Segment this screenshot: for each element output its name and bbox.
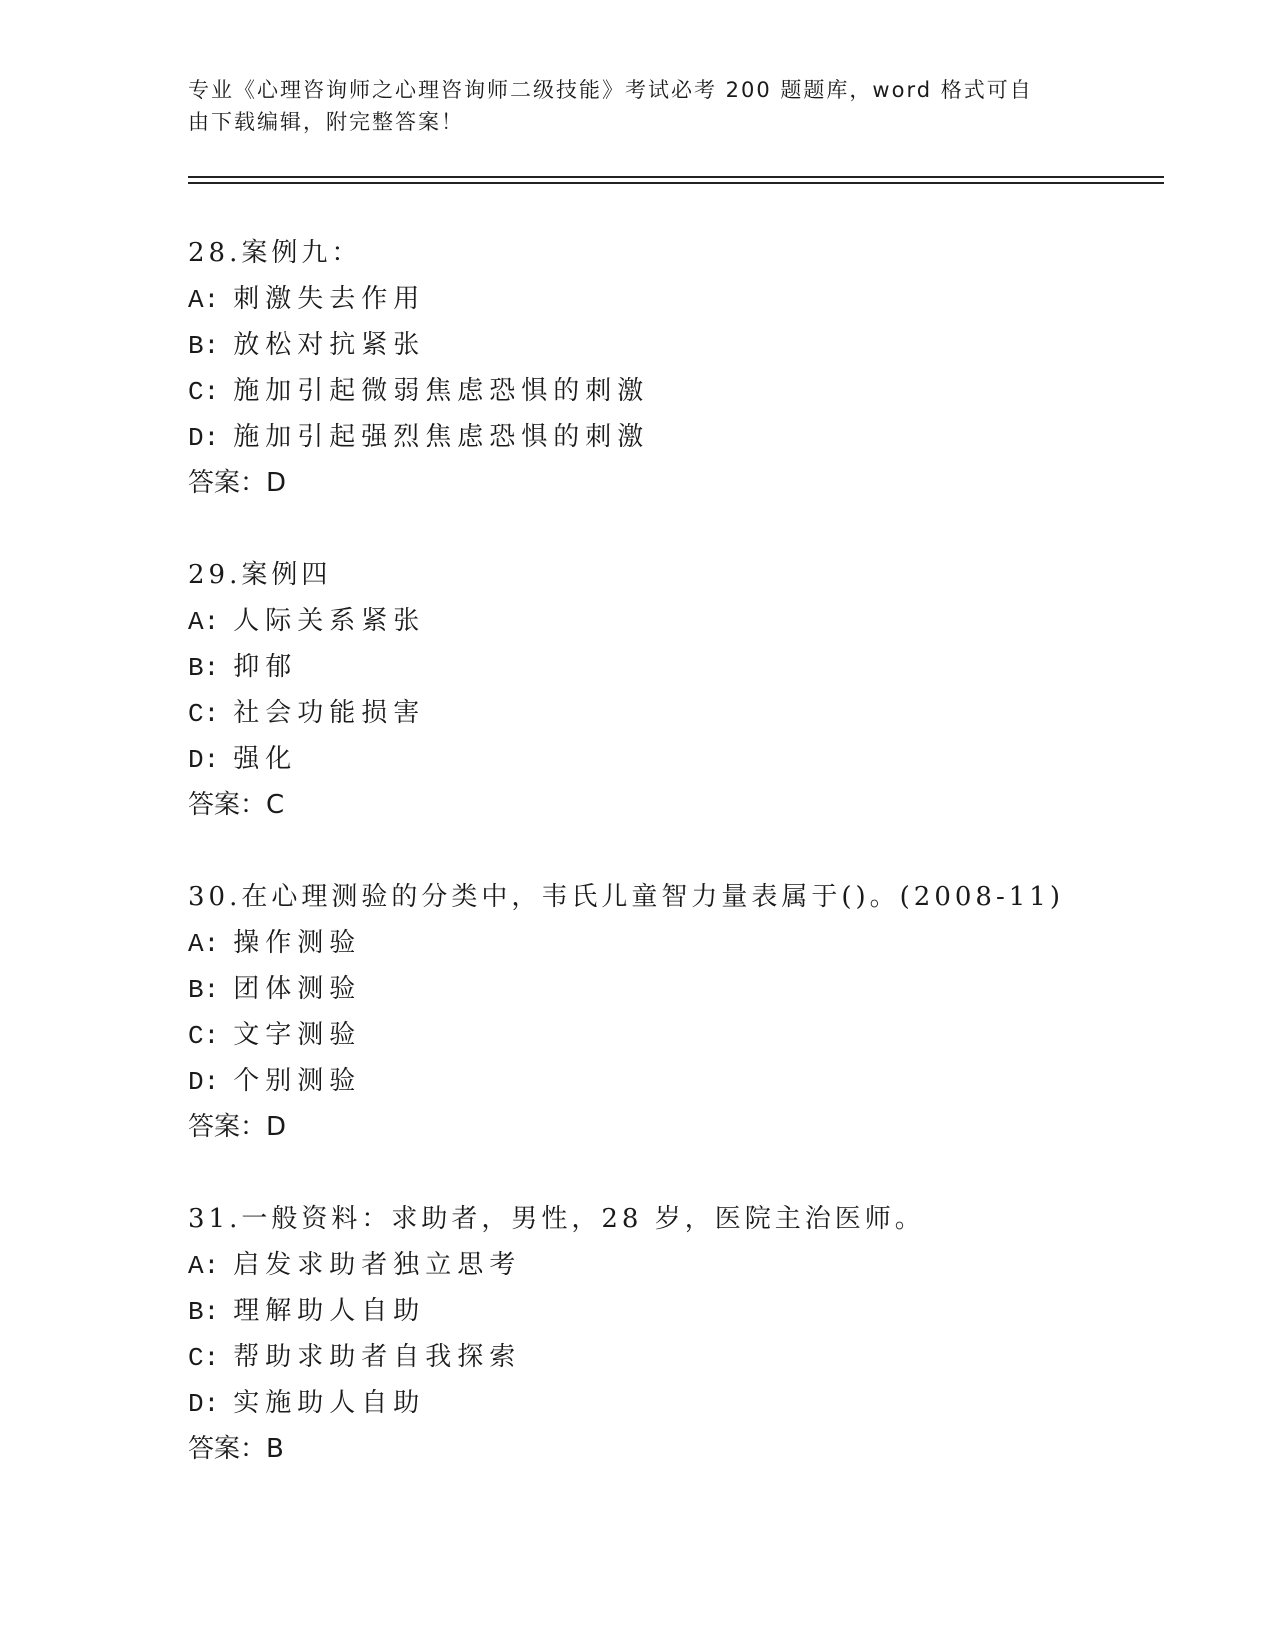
question-stem: 29.案例四 (188, 560, 332, 590)
option-key: D: (188, 1389, 220, 1419)
option-key: C: (188, 377, 220, 407)
answer-label: 答案： (188, 1112, 267, 1142)
answer-value: C (266, 790, 285, 820)
question-stem: 31.一般资料：求助者，男性，28 岁，医院主治医师。 (188, 1204, 925, 1234)
option-key: B: (188, 975, 220, 1005)
option-key: C: (188, 699, 220, 729)
option-text: 启发求助者独立思考 (233, 1250, 522, 1280)
option-key: B: (188, 1297, 220, 1327)
option-text: 操作测验 (233, 928, 362, 958)
option-text: 放松对抗紧张 (233, 330, 426, 360)
answer-label: 答案： (188, 1434, 267, 1464)
option-text: 刺激失去作用 (233, 284, 426, 314)
option-key: C: (188, 1343, 220, 1373)
option-text: 施加引起强烈焦虑恐惧的刺激 (233, 422, 650, 452)
question-stem: 28.案例九： (188, 238, 362, 268)
option-c (188, 690, 425, 736)
answer-label: 答案： (188, 790, 267, 820)
option-key: B: (188, 331, 220, 361)
option-text: 实施助人自助 (233, 1388, 426, 1418)
option-key: B: (188, 653, 220, 683)
option-key: A: (188, 607, 220, 637)
answer-line (188, 1426, 925, 1472)
question-29 (188, 552, 425, 828)
header-line-1: 专业《心理咨询师之心理咨询师二级技能》考试必考 200 题题库，word 格式可自 (188, 78, 1033, 102)
header-line-2: 由下载编辑，附完整答案！ (188, 110, 464, 134)
answer-line (188, 1104, 1064, 1150)
option-a (188, 598, 425, 644)
option-text: 社会功能损害 (233, 698, 426, 728)
option-text: 施加引起微弱焦虑恐惧的刺激 (233, 376, 650, 406)
header-divider-bottom (188, 182, 1164, 184)
option-d (188, 414, 649, 460)
option-a (188, 1242, 925, 1288)
option-d (188, 736, 425, 782)
answer-line (188, 460, 649, 506)
option-b (188, 1288, 925, 1334)
option-c (188, 368, 649, 414)
option-d (188, 1058, 1064, 1104)
option-text: 抑郁 (233, 652, 298, 682)
option-a (188, 276, 649, 322)
option-b (188, 644, 425, 690)
option-d (188, 1380, 925, 1426)
option-c (188, 1012, 1064, 1058)
question-28 (188, 230, 649, 506)
option-text: 团体测验 (233, 974, 362, 1004)
question-30 (188, 874, 1064, 1150)
option-key: A: (188, 285, 220, 315)
answer-value: D (266, 1112, 287, 1142)
option-b (188, 322, 649, 368)
answer-label: 答案： (188, 468, 267, 498)
option-text: 帮助求助者自我探索 (233, 1342, 522, 1372)
answer-value: D (266, 468, 287, 498)
option-a (188, 920, 1064, 966)
option-key: D: (188, 423, 220, 453)
option-text: 强化 (233, 744, 298, 774)
answer-line (188, 782, 425, 828)
option-b (188, 966, 1064, 1012)
option-key: D: (188, 745, 220, 775)
option-key: D: (188, 1067, 220, 1097)
header-divider-top (188, 176, 1164, 178)
option-key: A: (188, 1251, 220, 1281)
option-key: C: (188, 1021, 220, 1051)
option-key: A: (188, 929, 220, 959)
option-text: 理解助人自助 (233, 1296, 426, 1326)
document-header (188, 74, 1068, 138)
option-c (188, 1334, 925, 1380)
option-text: 个别测验 (233, 1066, 362, 1096)
option-text: 人际关系紧张 (233, 606, 426, 636)
option-text: 文字测验 (233, 1020, 362, 1050)
answer-value: B (266, 1434, 284, 1464)
question-31 (188, 1196, 925, 1472)
question-stem: 30.在心理测验的分类中，韦氏儿童智力量表属于()。(2008-11) (188, 882, 1064, 912)
